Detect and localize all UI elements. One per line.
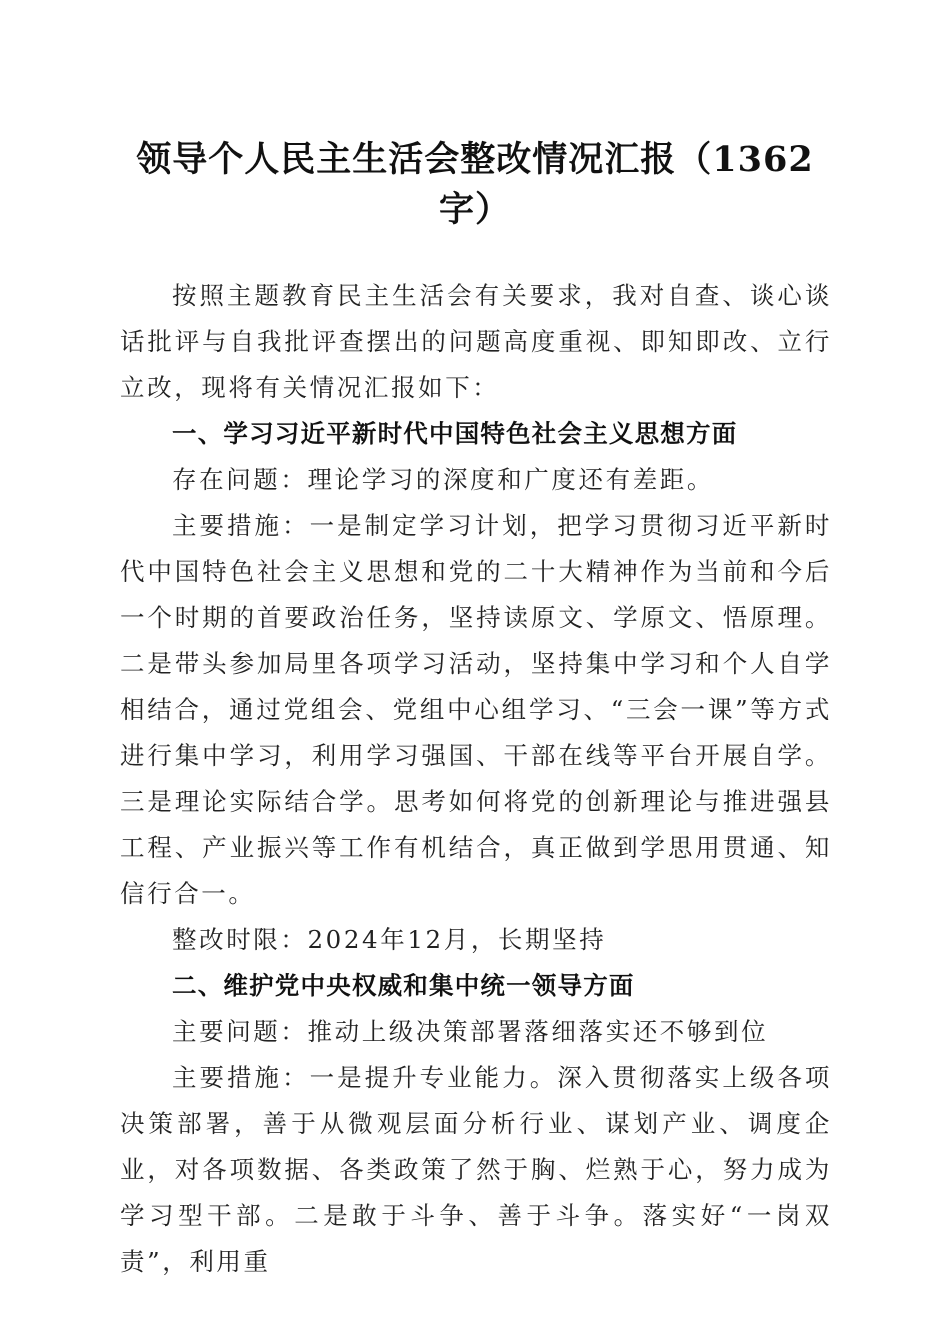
section-heading-1: 一、学习习近平新时代中国特色社会主义思想方面 xyxy=(172,419,738,448)
problem-paragraph-1: 存在问题：理论学习的深度和广度还有差距。 xyxy=(172,465,714,494)
problem-paragraph-2: 主要问题：推动上级决策部署落细落实还不够到位 xyxy=(172,1017,769,1046)
intro-paragraph: 按照主题教育民主生活会有关要求，我对自查、谈心谈话批评与自我批评查摆出的问题高度重视、即知即改、立行立改，现将有关情况汇报如下： xyxy=(120,281,832,402)
deadline-paragraph-1: 整改时限：2024年12月，长期坚持 xyxy=(172,925,607,954)
section-heading-2: 二、维护党中央权威和集中统一领导方面 xyxy=(172,971,635,1000)
measures-paragraph-2: 主要措施：一是提升专业能力。深入贯彻落实上级各项决策部署，善于从微观层面分析行业、谋划产业、调度企业，对各项数据、各类政策了然于胸、烂熟于心，努力成为学习型干部。二是敢于斗争、善于斗争。落实好“一岗双责”，利用重 xyxy=(120,1063,832,1276)
document-title: 领导个人民主生活会整改情况汇报（1362字） xyxy=(136,139,814,230)
document-body xyxy=(120,273,832,1285)
measures-paragraph-1: 主要措施：一是制定学习计划，把学习贯彻习近平新时代中国特色社会主义思想和党的二十大精神作为当前和今后一个时期的首要政治任务，坚持读原文、学原文、悟原理。二是带头参加局里各项学习活动，坚持集中学习和个人自学相结合，通过党组会、党组中心组学习、“三会一课”等方式进行集中学习，利用学习强国、干部在线等平台开展自学。三是理论实际结合学。思考如何将党的创新理论与推进强县工程、产业振兴等工作有机结合，真正做到学思用贯通、知信行合一。 xyxy=(120,511,832,908)
